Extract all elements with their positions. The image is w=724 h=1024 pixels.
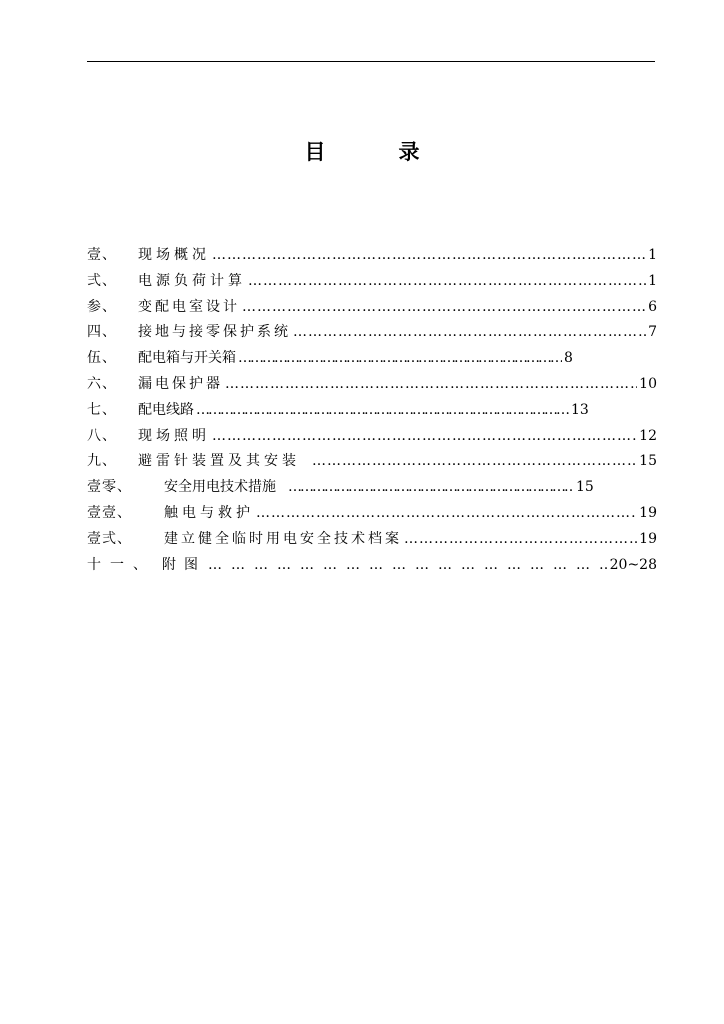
toc-entry-page: 1	[648, 272, 657, 289]
toc-entry-page: 12	[639, 427, 657, 444]
toc-entry-page: 15	[576, 479, 594, 496]
toc-entry-label: 接地与接零保护系统	[138, 324, 291, 341]
toc-entry-label: 附图	[162, 556, 206, 573]
toc-entry-number: 八、	[87, 427, 117, 444]
toc-leader-dots	[210, 424, 637, 450]
page-title: 目 录	[304, 140, 446, 164]
toc-entry-page: 7	[648, 324, 657, 341]
toc-entry[interactable]	[87, 553, 657, 579]
toc-entry[interactable]	[87, 346, 657, 372]
toc-entry[interactable]	[87, 527, 657, 553]
toc-entry[interactable]	[87, 295, 657, 321]
toc-entry-number: 壹零、	[87, 479, 132, 496]
toc-leader-dots	[210, 243, 646, 269]
toc-entry-number: 弍、	[87, 272, 117, 289]
toc-entry-number: 四、	[87, 324, 117, 341]
toc-entry-number: 十一、	[87, 556, 156, 573]
toc-entry[interactable]	[87, 501, 657, 527]
toc-entry-number: 六、	[87, 375, 117, 392]
toc-entry[interactable]	[87, 449, 657, 475]
toc-entry-number: 壹、	[87, 247, 117, 263]
toc-entry-page: 19	[639, 504, 657, 521]
toc-entry-number: 七、	[87, 401, 117, 418]
toc-entry-label: 现场概况	[138, 247, 210, 263]
toc-entry-page: 1	[648, 247, 657, 263]
toc-entry[interactable]	[87, 475, 657, 501]
toc-entry-label: 现场照明	[138, 427, 210, 444]
header-rule	[87, 61, 655, 62]
toc-entry-number: 伍、	[87, 350, 117, 367]
toc-entry-label: 安全用电技术措施	[164, 479, 276, 496]
toc-leader-dots	[194, 398, 569, 424]
table-of-contents	[87, 243, 657, 578]
toc-leader-dots	[286, 475, 574, 501]
toc-entry-label: 建立健全临时用电安全技术档案	[164, 530, 402, 547]
toc-entry-page: 15	[639, 453, 657, 470]
toc-entry[interactable]	[87, 372, 657, 398]
toc-entry[interactable]	[87, 320, 657, 346]
toc-entry-label: 电源负荷计算	[138, 272, 246, 289]
toc-entry-page: 10	[639, 375, 657, 392]
toc-leader-dots	[291, 320, 646, 346]
toc-entry-label: 漏电保护器	[138, 375, 223, 392]
toc-entry-number: 九、	[87, 453, 117, 470]
toc-entry-label: 触电与救护	[164, 504, 254, 521]
toc-entry[interactable]	[87, 243, 657, 269]
toc-leader-dots	[310, 449, 637, 475]
toc-entry-page: 19	[639, 530, 657, 547]
toc-entry-label: 避雷针装置及其安装	[138, 453, 300, 470]
toc-entry-page: 20~28	[609, 556, 657, 573]
toc-leader-dots	[206, 553, 608, 579]
toc-entry-number: 壹壹、	[87, 504, 132, 521]
toc-entry-number: 参、	[87, 298, 117, 315]
toc-entry-label: 配电线路	[138, 401, 194, 418]
toc-entry[interactable]	[87, 269, 657, 295]
toc-leader-dots	[240, 295, 646, 321]
toc-entry-page: 13	[571, 401, 589, 418]
toc-leader-dots	[254, 501, 637, 527]
toc-entry-label: 变配电室设计	[138, 298, 240, 315]
toc-leader-dots	[402, 527, 637, 553]
toc-leader-dots	[236, 346, 562, 372]
toc-entry[interactable]	[87, 398, 657, 424]
toc-entry-page: 8	[564, 350, 573, 367]
toc-entry[interactable]	[87, 424, 657, 450]
toc-entry-number: 壹弍、	[87, 530, 132, 547]
toc-entry-page: 6	[648, 298, 657, 315]
toc-leader-dots	[223, 372, 637, 398]
toc-leader-dots	[246, 269, 646, 295]
toc-entry-label: 配电箱与开关箱	[138, 350, 236, 367]
